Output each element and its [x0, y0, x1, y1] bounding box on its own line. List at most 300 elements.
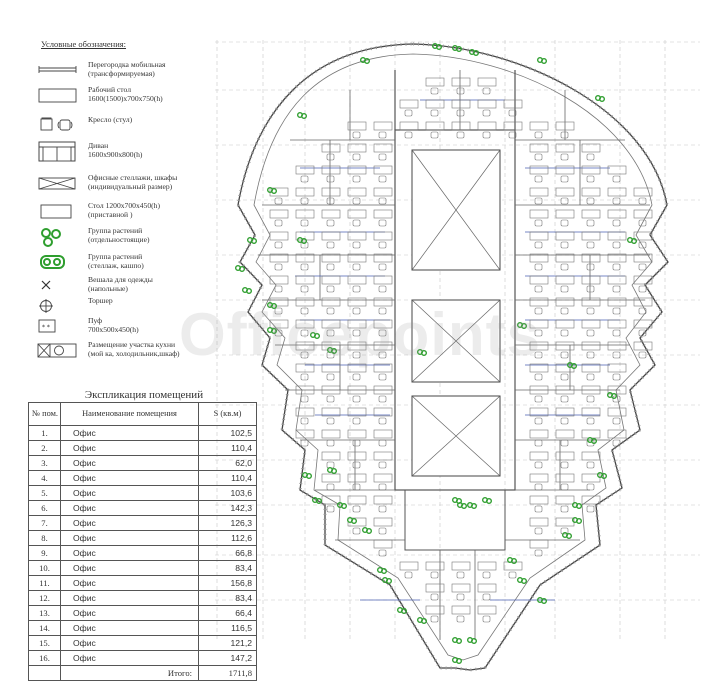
desk	[530, 430, 548, 438]
desk	[582, 232, 600, 240]
table-header-row	[29, 403, 257, 426]
chair	[561, 374, 568, 380]
chair	[457, 110, 464, 116]
plant-icon	[602, 474, 607, 479]
table-row	[29, 606, 257, 621]
desk	[478, 122, 496, 130]
desk	[452, 584, 470, 592]
desk	[348, 122, 366, 130]
legend	[0, 0, 240, 370]
cell-name: Офис	[61, 516, 199, 531]
desk	[530, 298, 548, 306]
desk	[556, 320, 574, 328]
chair	[431, 110, 438, 116]
desk	[608, 298, 626, 306]
desk	[582, 452, 600, 460]
chair	[613, 264, 620, 270]
chair	[483, 594, 490, 600]
chair	[301, 176, 308, 182]
legend-label-line: Вешала для одежды	[88, 275, 153, 284]
desk	[374, 232, 392, 240]
desk	[582, 430, 600, 438]
chair	[483, 110, 490, 116]
chair	[561, 440, 568, 446]
desk	[426, 562, 444, 570]
cell-num: 8.	[29, 531, 61, 546]
chair	[587, 506, 594, 512]
plant-icon	[272, 329, 277, 334]
legend-title: Условные обозначения:	[41, 39, 127, 49]
legend-label	[88, 141, 238, 159]
table-row	[29, 456, 257, 471]
legend-label	[88, 316, 238, 334]
desk	[504, 100, 522, 108]
chair	[483, 572, 490, 578]
desk	[452, 562, 470, 570]
desk	[608, 320, 626, 328]
desk	[348, 210, 366, 218]
chair	[587, 330, 594, 336]
desk	[530, 210, 548, 218]
desk	[530, 452, 548, 460]
chair	[327, 418, 334, 424]
chair	[561, 396, 568, 402]
desk	[322, 474, 340, 482]
plant-icon	[332, 469, 337, 474]
desk	[374, 518, 392, 526]
chair	[561, 154, 568, 160]
desk	[374, 320, 392, 328]
legend-label-line: (трансформируемая)	[88, 69, 155, 78]
desk	[322, 342, 340, 350]
cell-name: Офис	[61, 636, 199, 651]
desk	[270, 232, 288, 240]
cell-area: 66,4	[199, 606, 257, 621]
chair	[301, 264, 308, 270]
desk	[374, 122, 392, 130]
chair	[353, 528, 360, 534]
plant-icon	[567, 534, 572, 539]
chair	[327, 308, 334, 314]
desk	[556, 496, 574, 504]
chair	[535, 462, 542, 468]
chair	[379, 154, 386, 160]
plant-icon	[302, 114, 307, 119]
cell-num: 13.	[29, 606, 61, 621]
chair	[561, 330, 568, 336]
chair	[275, 286, 282, 292]
chair	[431, 132, 438, 138]
chair	[353, 220, 360, 226]
cell-area: 62,0	[199, 456, 257, 471]
desk	[556, 430, 574, 438]
chair	[301, 396, 308, 402]
cell-num: 5.	[29, 486, 61, 501]
cell-num: 16.	[29, 651, 61, 666]
desk	[608, 232, 626, 240]
chair	[587, 418, 594, 424]
plant-icon	[332, 349, 337, 354]
chair	[483, 616, 490, 622]
legend-label-line: (индивидуальный размер)	[88, 182, 173, 191]
plant-icon	[512, 559, 517, 564]
legend-label-line: Стол 1200x700x450(h)	[88, 201, 160, 210]
chair	[483, 88, 490, 94]
chair	[535, 198, 542, 204]
chair	[561, 220, 568, 226]
desk	[530, 188, 548, 196]
chair	[379, 528, 386, 534]
desk	[322, 430, 340, 438]
legend-label	[88, 275, 238, 293]
desk	[322, 320, 340, 328]
chair	[561, 132, 568, 138]
cell-area: 83,4	[199, 561, 257, 576]
chair	[275, 308, 282, 314]
cell-area: 126,3	[199, 516, 257, 531]
chair	[353, 418, 360, 424]
total-value: 1711,8	[199, 666, 257, 681]
cell-area: 103,6	[199, 486, 257, 501]
desk	[374, 496, 392, 504]
chair	[587, 264, 594, 270]
legend-label-line: Офисные стеллажи, шкафы	[88, 173, 178, 182]
plant-icon	[577, 504, 582, 509]
desk	[348, 342, 366, 350]
cell-name: Офис	[61, 546, 199, 561]
desk	[322, 188, 340, 196]
table-row	[29, 486, 257, 501]
plant-icon	[352, 519, 357, 524]
desk	[270, 276, 288, 284]
desk	[426, 122, 444, 130]
plant-icon	[577, 519, 582, 524]
desk	[530, 540, 548, 548]
legend-label-line: Диван	[88, 141, 109, 150]
plant-icon	[315, 334, 320, 339]
plant-icon	[367, 529, 372, 534]
chair	[327, 506, 334, 512]
chair	[587, 462, 594, 468]
watermark: Officepoints	[178, 301, 541, 368]
chair	[327, 374, 334, 380]
chair	[353, 132, 360, 138]
table-row	[29, 591, 257, 606]
desk	[530, 166, 548, 174]
desk	[348, 320, 366, 328]
cell-num: 6.	[29, 501, 61, 516]
cell-num: 14.	[29, 621, 61, 636]
cell-name: Офис	[61, 651, 199, 666]
legend-item	[0, 141, 240, 165]
explication-title: Экспликация помещений	[84, 389, 204, 401]
plant-icon	[457, 639, 462, 644]
desk	[374, 342, 392, 350]
chair	[561, 286, 568, 292]
plant-icon	[542, 599, 547, 604]
legend-label-line: Торшер	[88, 296, 113, 305]
legend-item	[0, 201, 240, 225]
desk	[478, 100, 496, 108]
chair	[587, 396, 594, 402]
desk	[582, 210, 600, 218]
desk	[478, 606, 496, 614]
cell-num: 9.	[29, 546, 61, 561]
cell-name: Офис	[61, 606, 199, 621]
pouf-icon	[36, 316, 80, 338]
desk	[374, 452, 392, 460]
plant-icon	[472, 504, 477, 509]
chair	[561, 198, 568, 204]
chair	[561, 506, 568, 512]
desk	[530, 122, 548, 130]
desk	[556, 276, 574, 284]
table-row	[29, 576, 257, 591]
chair	[561, 462, 568, 468]
plant-shelf-icon	[36, 252, 80, 274]
chair	[353, 330, 360, 336]
chair	[327, 198, 334, 204]
desk	[426, 606, 444, 614]
desk	[556, 210, 574, 218]
desk	[582, 342, 600, 350]
desk	[608, 166, 626, 174]
legend-label	[88, 340, 238, 358]
desk	[530, 496, 548, 504]
desk	[608, 342, 626, 350]
plant-icon	[252, 239, 257, 244]
chair	[457, 88, 464, 94]
plant-icon	[302, 239, 307, 244]
desk	[478, 562, 496, 570]
legend-label-line: (отдельностоящие)	[88, 235, 150, 244]
desk	[608, 276, 626, 284]
coat-hanger-icon	[36, 275, 80, 297]
cell-area: 112,6	[199, 531, 257, 546]
legend-item	[0, 340, 240, 364]
cell-name: Офис	[61, 591, 199, 606]
plant-icon	[382, 569, 387, 574]
cell-name: Офис	[61, 576, 199, 591]
desk	[374, 188, 392, 196]
desk	[426, 78, 444, 86]
cell-num: 2.	[29, 441, 61, 456]
desk	[348, 188, 366, 196]
room-table	[28, 402, 257, 681]
chair	[613, 330, 620, 336]
cell-area: 110,4	[199, 441, 257, 456]
chair	[561, 242, 568, 248]
desk	[582, 320, 600, 328]
legend-label	[88, 85, 238, 103]
cell-area: 83,4	[199, 591, 257, 606]
chair	[275, 198, 282, 204]
desk	[426, 100, 444, 108]
desk	[400, 100, 418, 108]
cell-area: 121,2	[199, 636, 257, 651]
chair	[431, 88, 438, 94]
chair	[535, 286, 542, 292]
chair	[535, 374, 542, 380]
chair	[275, 264, 282, 270]
chair	[587, 154, 594, 160]
cell-num: 10.	[29, 561, 61, 576]
chair	[353, 484, 360, 490]
chair	[457, 572, 464, 578]
chair	[535, 484, 542, 490]
table-row	[29, 441, 257, 456]
chair	[639, 242, 646, 248]
chair	[639, 264, 646, 270]
desk	[582, 166, 600, 174]
chair	[327, 220, 334, 226]
chair	[535, 220, 542, 226]
table-row	[29, 546, 257, 561]
cell-area: 102,5	[199, 426, 257, 441]
cell-area: 116,5	[199, 621, 257, 636]
desk	[556, 342, 574, 350]
legend-label	[88, 296, 238, 305]
work-desk-icon	[36, 85, 80, 107]
chair	[483, 132, 490, 138]
chair	[639, 286, 646, 292]
desk	[556, 452, 574, 460]
chair	[457, 616, 464, 622]
cell-num: 15.	[29, 636, 61, 651]
legend-label-line: 1600x900x800(h)	[88, 150, 143, 159]
desk	[556, 166, 574, 174]
desk	[348, 298, 366, 306]
legend-label-line: Рабочий стол	[88, 85, 131, 94]
desk	[608, 408, 626, 416]
total-label: Итого:	[61, 666, 199, 681]
desk	[556, 188, 574, 196]
legend-label-line: 700x500x450(h)	[88, 325, 139, 334]
legend-item	[0, 316, 240, 340]
desk	[322, 452, 340, 460]
cell-num: 7.	[29, 516, 61, 531]
shelving-icon	[36, 173, 80, 195]
chair	[301, 374, 308, 380]
cell-area: 66,8	[199, 546, 257, 561]
legend-label-line: Кресло (стул)	[88, 115, 133, 124]
chair	[353, 506, 360, 512]
legend-label-line: (стеллаж, кашпо)	[88, 261, 144, 270]
legend-label-line: Пуф	[88, 316, 103, 325]
desk	[582, 276, 600, 284]
sofa-icon	[36, 141, 80, 163]
chair	[353, 440, 360, 446]
cell-num: 3.	[29, 456, 61, 471]
legend-item	[0, 173, 240, 197]
table-row	[29, 651, 257, 666]
chair	[535, 440, 542, 446]
cell-name: Офис	[61, 456, 199, 471]
chair	[535, 154, 542, 160]
desk	[608, 430, 626, 438]
header-area: S (кв.м)	[199, 403, 257, 426]
chair	[613, 220, 620, 226]
chair	[613, 286, 620, 292]
chair	[353, 264, 360, 270]
chair	[535, 176, 542, 182]
chair	[353, 374, 360, 380]
desk	[530, 232, 548, 240]
legend-label-line: (напольные)	[88, 284, 128, 293]
desk	[348, 496, 366, 504]
chair-icon	[36, 115, 80, 137]
chair	[613, 242, 620, 248]
cell-name: Офис	[61, 486, 199, 501]
chair	[587, 286, 594, 292]
desk	[556, 474, 574, 482]
legend-label	[88, 173, 238, 191]
chair	[535, 330, 542, 336]
chair	[301, 308, 308, 314]
chair	[431, 594, 438, 600]
desk	[374, 276, 392, 284]
plant-icon	[472, 639, 477, 644]
desk	[348, 276, 366, 284]
plant-icon	[437, 45, 442, 50]
desk	[348, 474, 366, 482]
cell-name: Офис	[61, 561, 199, 576]
plant-icon	[542, 59, 547, 64]
plant-icon	[307, 474, 312, 479]
cell-num: 4.	[29, 471, 61, 486]
legend-label	[88, 226, 238, 244]
plant-icon	[365, 59, 370, 64]
plant-icon	[522, 579, 527, 584]
desk	[348, 430, 366, 438]
legend-item	[0, 60, 240, 84]
chair	[379, 132, 386, 138]
chair	[327, 242, 334, 248]
cell-name: Офис	[61, 531, 199, 546]
desk	[504, 122, 522, 130]
mobile-partition-icon	[36, 60, 80, 82]
plant-icon	[342, 504, 347, 509]
total-row	[29, 666, 257, 681]
chair	[353, 308, 360, 314]
chair	[379, 374, 386, 380]
chair	[561, 264, 568, 270]
legend-label	[88, 252, 238, 270]
desk	[322, 232, 340, 240]
desk	[348, 232, 366, 240]
legend-label-line: (приставной )	[88, 210, 133, 219]
chair	[327, 154, 334, 160]
chair	[379, 198, 386, 204]
desk	[556, 232, 574, 240]
chair	[587, 242, 594, 248]
desk	[426, 584, 444, 592]
chair	[353, 396, 360, 402]
legend-label-line: Группа растений	[88, 226, 143, 235]
cell-num: 12.	[29, 591, 61, 606]
desk	[530, 276, 548, 284]
desk	[400, 562, 418, 570]
chair	[353, 176, 360, 182]
desk	[530, 342, 548, 350]
chair	[535, 528, 542, 534]
chair	[587, 220, 594, 226]
desk	[374, 430, 392, 438]
table-row	[29, 621, 257, 636]
desk	[452, 122, 470, 130]
chair	[613, 374, 620, 380]
chair	[327, 330, 334, 336]
